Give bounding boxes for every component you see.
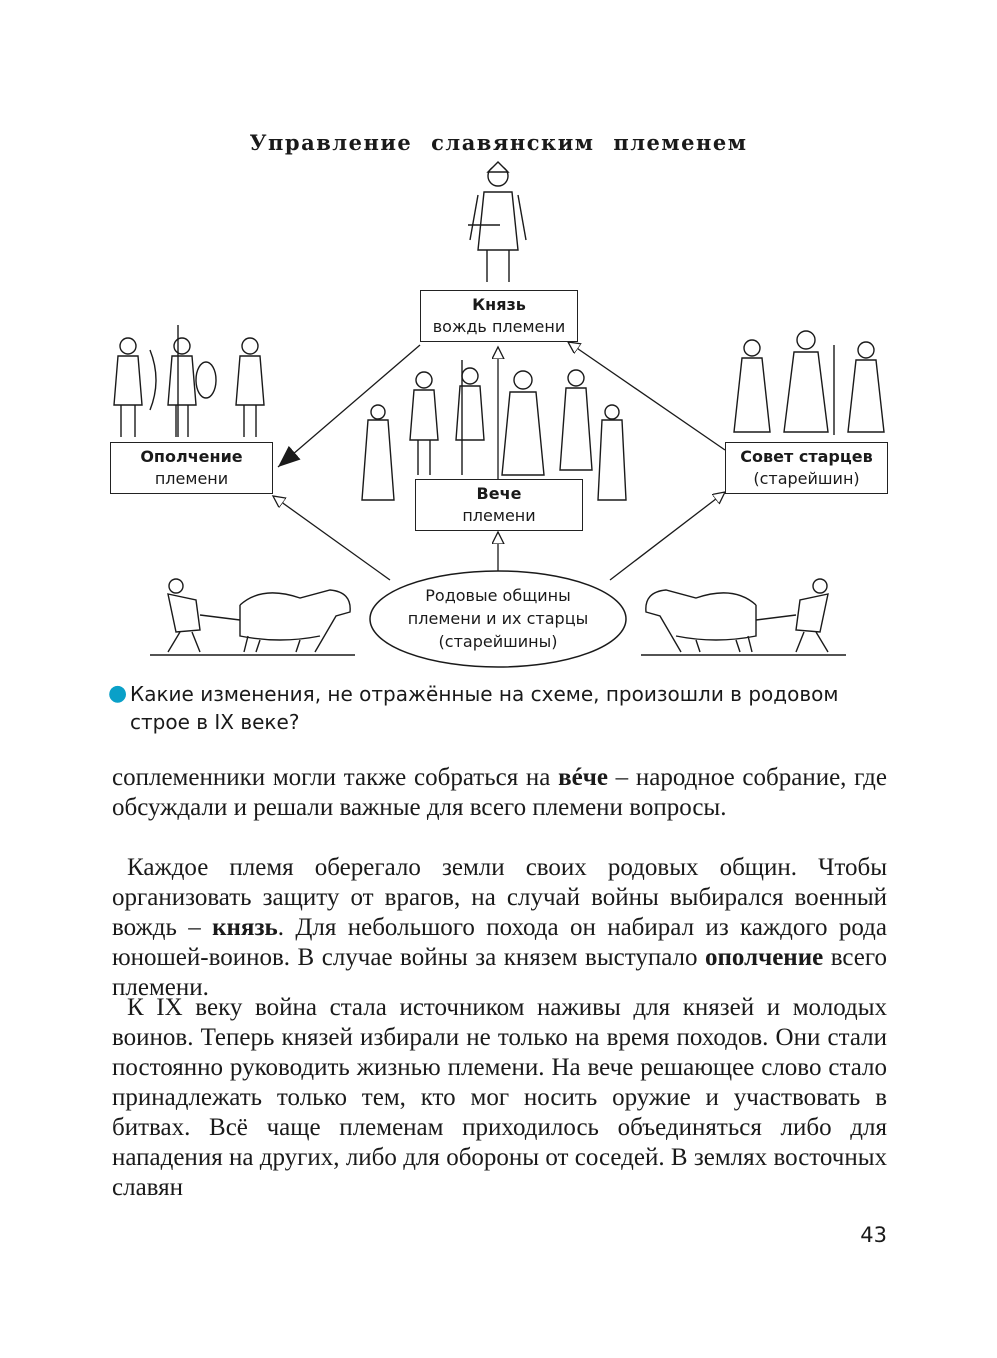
question-block — [108, 680, 892, 736]
paragraph-3: К IX веку война стала источником наживы для князей и молодых воинов. Теперь князей избирали не только на время походов. Они стали постоянно руководить жизнью племени. На вече решающее слово стало принадлежать только тем, кто мог носить оружие и участвовать в битвах. Всё чаще племенам приходилось объединяться либо для нападения на других, либо для обороны от соседей. В землях восточных славян — [112, 994, 887, 1201]
p2-text-d: всего племени. — [112, 944, 887, 1001]
page-number: 43 — [860, 1223, 887, 1247]
opolchenie-box — [110, 442, 273, 494]
obshchiny-line2: племени и их старцы — [407, 609, 589, 628]
knyaz-title: Князь — [472, 295, 526, 314]
question-text: Какие изменения, не отражённые на схеме, произошли в родовом строе в IX веке? — [130, 682, 839, 734]
veche-title: Вече — [476, 484, 522, 503]
term-opolchenie: ополчение — [705, 944, 824, 971]
arrow-obshchiny-to-opolchenie — [273, 496, 390, 580]
arrow-sovet-to-knyaz — [568, 342, 725, 450]
ploughman-left-illustration — [150, 579, 355, 655]
term-veche: вéче — [558, 764, 608, 791]
ploughman-right-illustration — [641, 579, 846, 655]
diagram-arrows — [273, 342, 725, 580]
veche-box — [415, 479, 583, 531]
opolchenie-title: Ополчение — [140, 447, 243, 466]
bullet-icon: ● — [108, 681, 128, 706]
sovet-title: Совет старцев — [740, 447, 873, 466]
term-knyaz: князь — [212, 914, 278, 941]
paragraph-2 — [112, 853, 887, 1003]
diagram-title: Управление славянским племенем — [249, 130, 748, 155]
prince-illustration — [468, 162, 526, 282]
sovet-subtitle: (старейшин) — [753, 469, 860, 488]
p2-text-c: . Для небольшого похода он набирал из каждого рода юношей-воинов. В случае войны за князем выступало — [112, 914, 887, 971]
knyaz-subtitle: вождь племени — [432, 317, 566, 336]
arrow-obshchiny-to-sovet — [610, 492, 725, 580]
veche-subtitle: племени — [462, 506, 536, 525]
sovet-box — [725, 442, 888, 494]
p2-text-a: Каждое племя оберегало земли своих родовых общин. Чтобы организовать защиту от врагов, на случай войны выбирался военный вождь – — [112, 854, 887, 941]
obshchiny-line1: Родовые общины — [425, 586, 571, 605]
p1-text-a: соплеменники могли также собраться на — [112, 764, 559, 791]
elders-illustration — [734, 331, 884, 435]
p1-text-c: – народное собрание, где обсуждали и решали важные для всего племени вопросы. — [112, 764, 887, 821]
obshchiny-line3: (старейшины) — [438, 632, 558, 651]
knyaz-box — [420, 290, 578, 342]
obshchiny-label — [380, 584, 616, 653]
arrow-knyaz-to-opolchenie — [278, 345, 420, 467]
opolchenie-subtitle: племени — [154, 469, 229, 488]
militia-illustration — [114, 325, 264, 437]
paragraph-1 — [112, 763, 887, 823]
